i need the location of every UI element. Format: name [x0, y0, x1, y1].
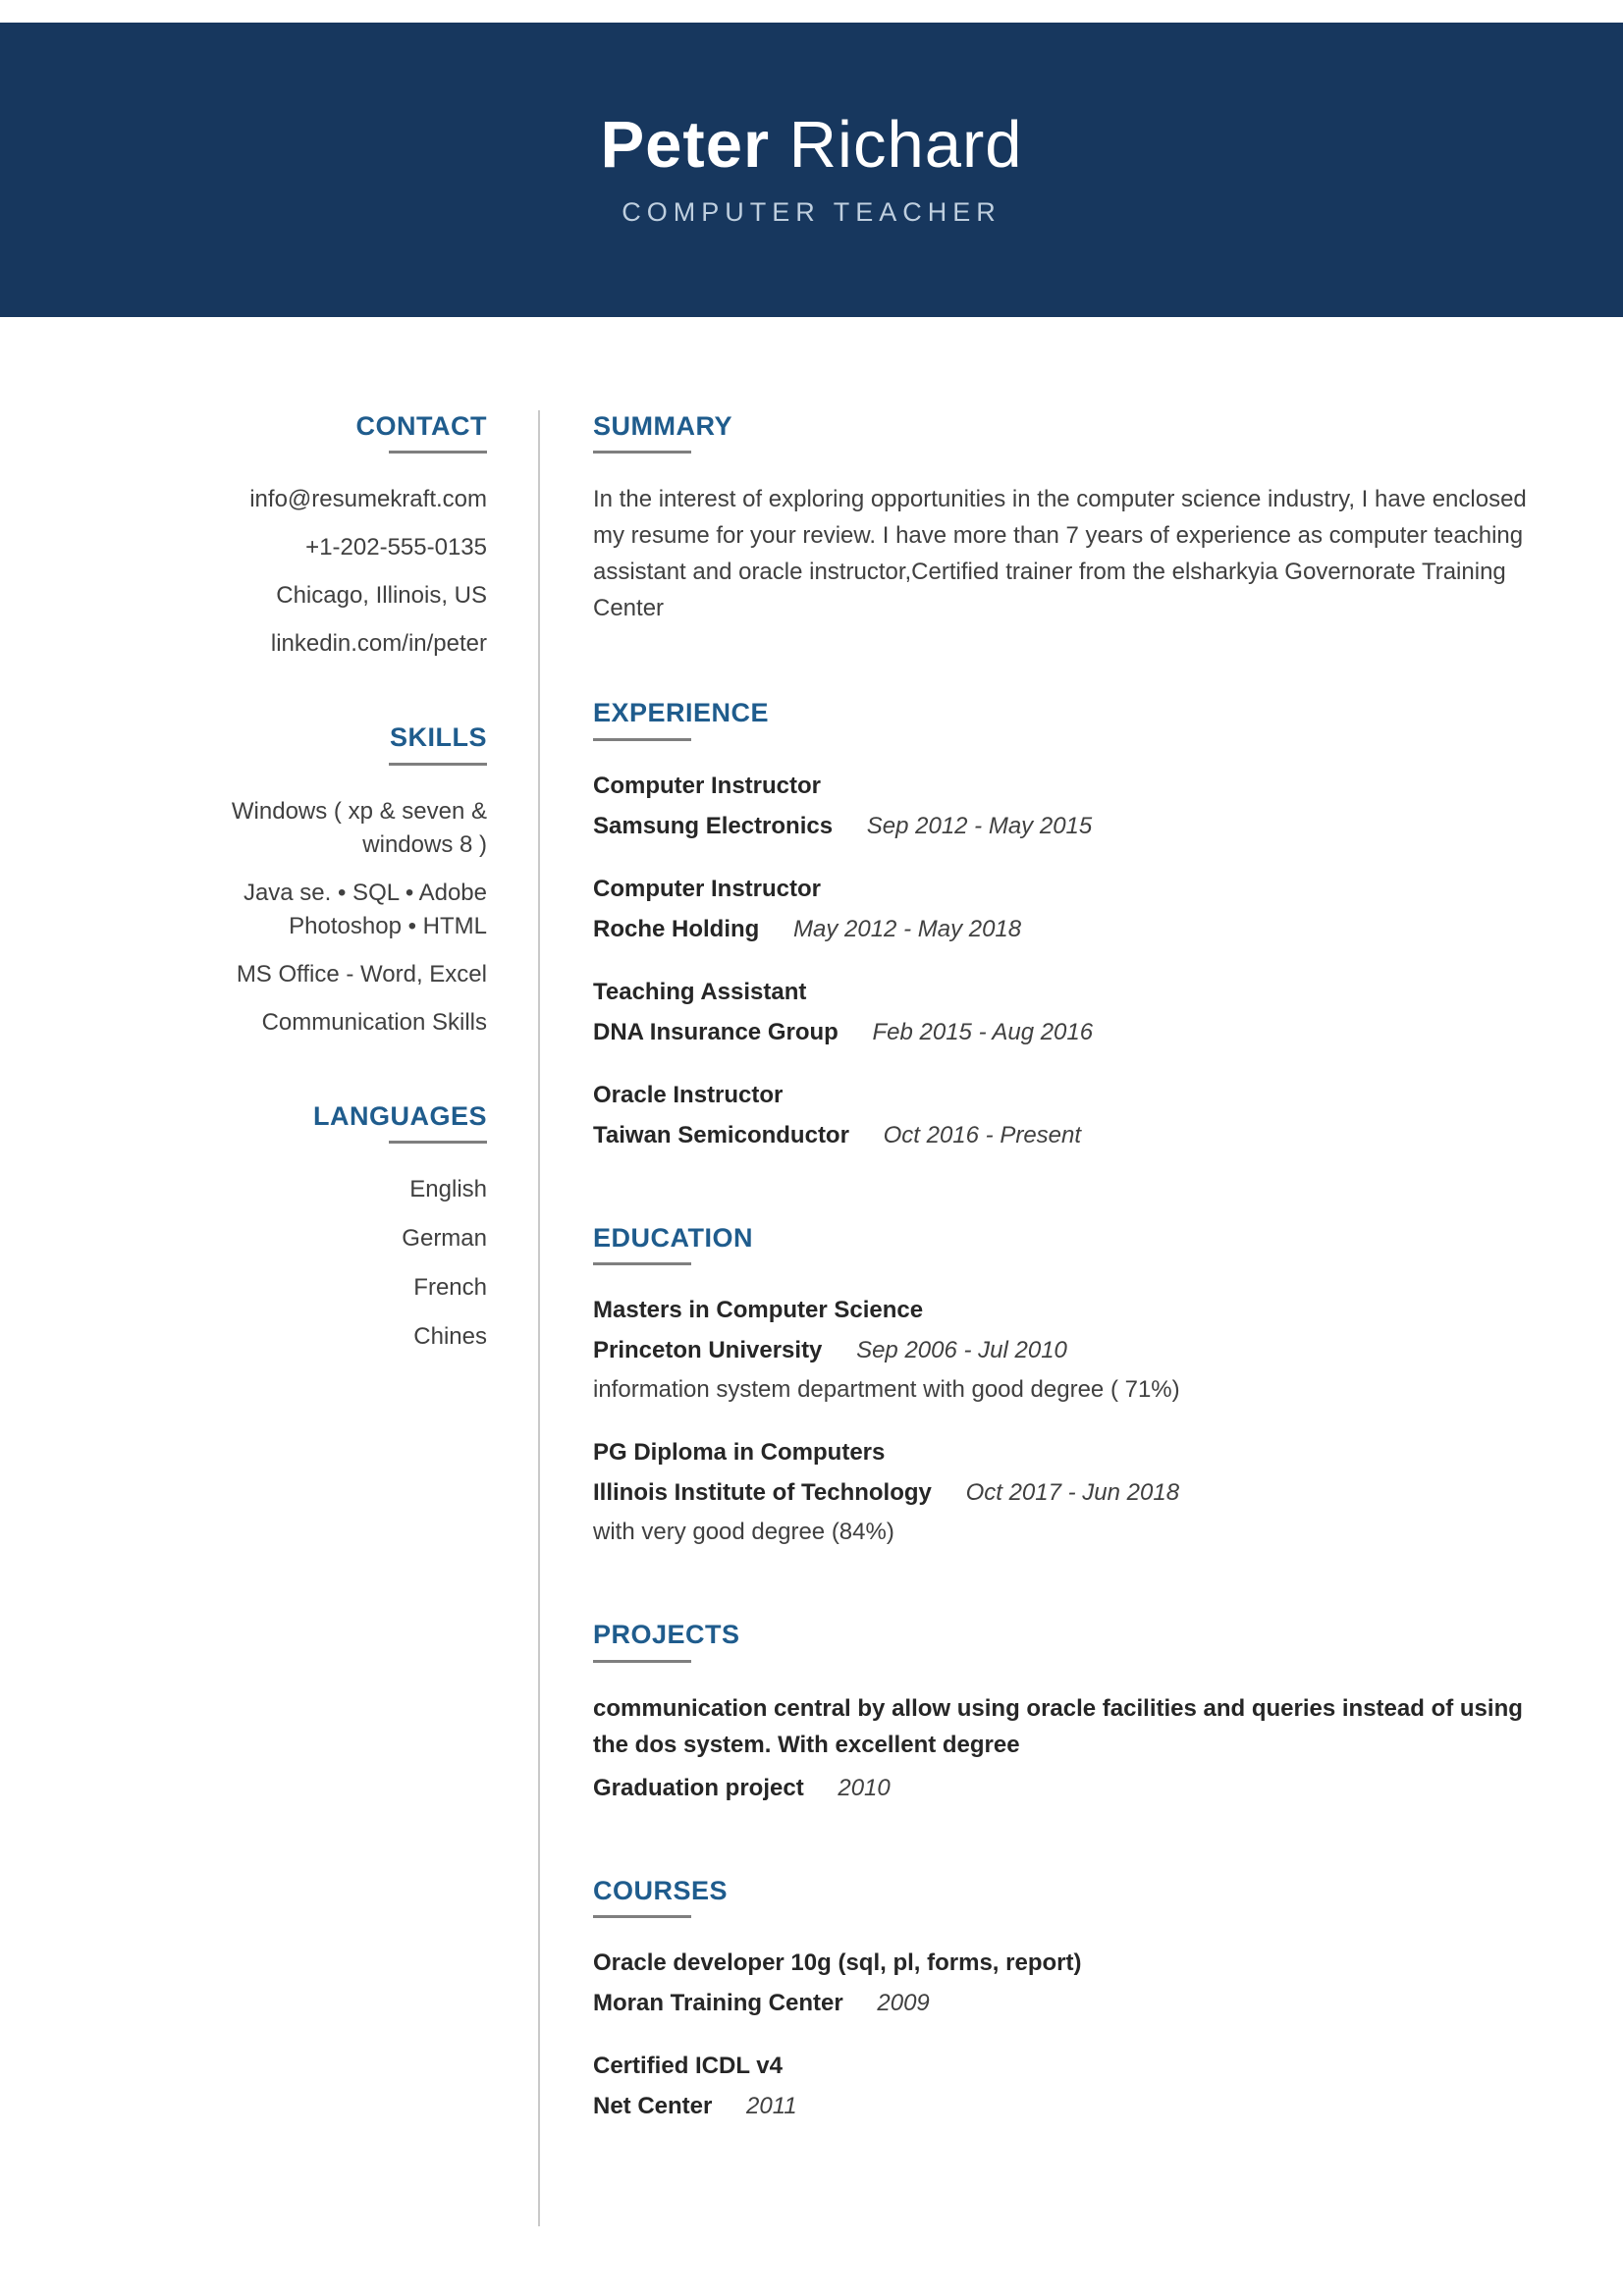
job-title-text: Computer Instructor	[593, 772, 822, 799]
degree-name: Masters in Computer Science	[593, 1297, 924, 1324]
experience-section	[593, 697, 1539, 1150]
skills-heading: SKILLS	[389, 722, 487, 753]
education-entry	[593, 1437, 1539, 1548]
contact-linkedin: linkedin.com/in/peter	[270, 630, 487, 658]
languages-heading-rule	[389, 1141, 487, 1144]
company-name: Roche Holding	[593, 915, 760, 942]
course-dates: 2009	[877, 1989, 930, 2016]
job-meta-line	[593, 1017, 1539, 1048]
project-dates: 2010	[838, 1774, 891, 1801]
skill-item: Communication Skills	[261, 1008, 487, 1036]
skills-heading-rule	[389, 763, 487, 766]
education-entry	[593, 1295, 1539, 1406]
experience-entry	[593, 1080, 1539, 1151]
languages-list	[192, 1173, 487, 1354]
experience-entry	[593, 771, 1539, 842]
project-meta-line	[593, 1773, 1539, 1804]
projects-section	[593, 1619, 1539, 1803]
education-note: information system department with good degree ( 71%)	[593, 1376, 1180, 1404]
courses-heading: COURSES	[593, 1875, 729, 1905]
school-meta-line	[593, 1335, 1539, 1366]
education-heading-rule	[593, 1262, 691, 1265]
skill-item: Java se. • SQL • Adobe Photoshop • HTML	[243, 879, 487, 939]
language-item: French	[413, 1274, 487, 1302]
languages-section	[192, 1100, 487, 1354]
contact-heading: CONTACT	[355, 411, 487, 441]
job-meta-line	[593, 914, 1539, 945]
course-meta-line	[593, 2091, 1539, 2122]
contact-phone: +1-202-555-0135	[305, 534, 487, 561]
skill-item: Windows ( xp & seven & windows 8 )	[231, 797, 487, 858]
summary-text: In the interest of exploring opportunities in the computer science industry, I have enclosed my resume for your review. I have more than 7 years of experience as computer teaching assistant and oracle instructor,Certified trainer from the elsharkyia Governorate Training Center	[593, 486, 1527, 622]
contact-email: info@resumekraft.com	[249, 486, 487, 513]
sidebar	[0, 410, 487, 2226]
job-dates: May 2012 - May 2018	[793, 915, 1022, 942]
job-meta-line	[593, 811, 1539, 842]
course-entries	[593, 1948, 1539, 2122]
content-columns	[0, 410, 1623, 2226]
courses-section	[593, 1875, 1539, 2122]
job-dates: Oct 2016 - Present	[883, 1121, 1082, 1148]
experience-entry	[593, 977, 1539, 1048]
languages-heading: LANGUAGES	[312, 1100, 487, 1131]
job-dates: Feb 2015 - Aug 2016	[872, 1018, 1094, 1045]
degree-name: PG Diploma in Computers	[593, 1439, 886, 1467]
course-provider: Moran Training Center	[593, 1989, 843, 2016]
school-meta-line	[593, 1477, 1539, 1509]
language-item: German	[402, 1225, 487, 1253]
skills-list	[192, 795, 487, 1040]
contact-location: Chicago, Illinois, US	[276, 582, 487, 610]
course-entry	[593, 2051, 1539, 2122]
skill-item: MS Office - Word, Excel	[236, 960, 487, 988]
project-name: Graduation project	[593, 1774, 804, 1801]
company-name: Taiwan Semiconductor	[593, 1121, 849, 1148]
school-name: Illinois Institute of Technology	[593, 1479, 932, 1507]
company-name: Samsung Electronics	[593, 812, 834, 839]
school-name: Princeton University	[593, 1337, 823, 1364]
project-description: communication central by allow using oracle facilities and queries instead of using the dos system. With excellent degree	[593, 1694, 1523, 1758]
job-title-text: Teaching Assistant	[593, 978, 807, 1005]
job-dates: Sep 2012 - May 2015	[866, 812, 1093, 839]
course-title: Certified ICDL v4	[593, 2052, 783, 2079]
summary-section	[593, 410, 1539, 626]
education-dates: Sep 2006 - Jul 2010	[856, 1337, 1067, 1364]
summary-heading-rule	[593, 451, 691, 454]
courses-heading-rule	[593, 1915, 691, 1918]
contact-heading-rule	[389, 451, 487, 454]
candidate-name	[600, 108, 1023, 182]
experience-entries	[593, 771, 1539, 1151]
contact-list	[192, 483, 487, 661]
education-heading: EDUCATION	[593, 1222, 753, 1253]
experience-entry	[593, 874, 1539, 945]
course-provider: Net Center	[593, 2092, 713, 2119]
language-item: English	[409, 1176, 487, 1203]
last-name: Richard	[788, 108, 1023, 182]
contact-section	[192, 410, 487, 661]
projects-heading-rule	[593, 1660, 691, 1663]
first-name: Peter	[600, 108, 771, 182]
resume-header	[0, 23, 1623, 317]
job-title-text: Computer Instructor	[593, 875, 822, 902]
course-dates: 2011	[746, 2092, 797, 2119]
main-column	[540, 410, 1623, 2226]
education-entries	[593, 1295, 1539, 1548]
summary-heading: SUMMARY	[593, 411, 732, 441]
education-dates: Oct 2017 - Jun 2018	[965, 1479, 1180, 1507]
education-note: with very good degree (84%)	[593, 1519, 894, 1546]
course-meta-line	[593, 1988, 1539, 2019]
language-item: Chines	[413, 1323, 487, 1351]
projects-heading: PROJECTS	[593, 1620, 740, 1650]
job-title: COMPUTER TEACHER	[622, 197, 1001, 227]
course-title: Oracle developer 10g (sql, pl, forms, report)	[593, 1949, 1082, 1976]
course-entry	[593, 1948, 1539, 2019]
experience-heading: EXPERIENCE	[593, 698, 770, 728]
experience-heading-rule	[593, 738, 691, 741]
education-section	[593, 1222, 1539, 1548]
skills-section	[192, 721, 487, 1039]
job-title-text: Oracle Instructor	[593, 1081, 784, 1108]
job-meta-line	[593, 1120, 1539, 1151]
company-name: DNA Insurance Group	[593, 1018, 839, 1045]
